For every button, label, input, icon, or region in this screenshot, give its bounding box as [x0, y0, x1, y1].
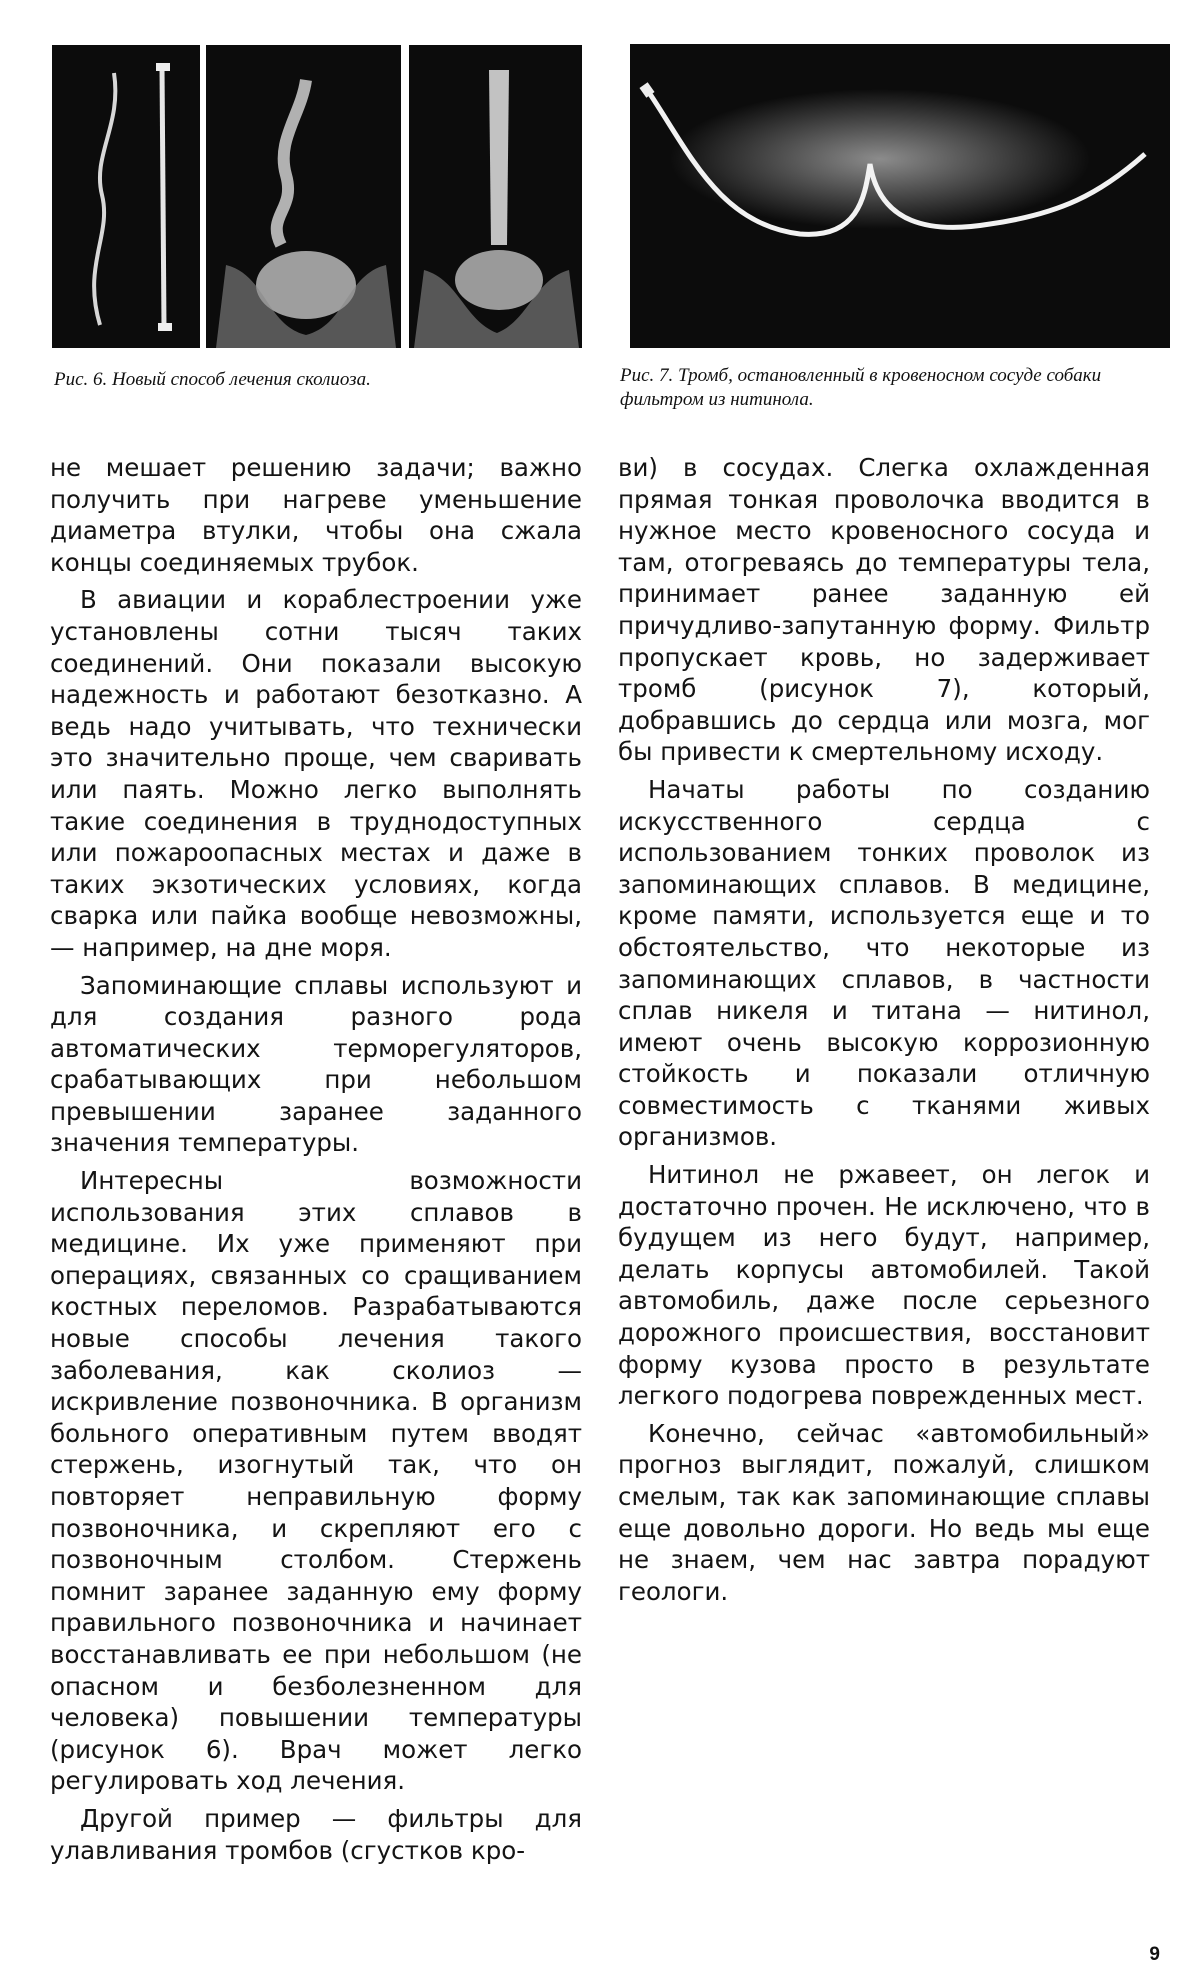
paragraph: Запоминающие сплавы используют и для создания разного рода автоматических терморегуляторов, срабатывающих при небольшом превышении заранее заданного значения температуры. [50, 970, 582, 1158]
thrombus-filter-drawing [630, 44, 1170, 348]
figure-6-caption: Рис. 6. Новый способ лечения сколиоза. [54, 369, 371, 390]
paragraph: Нитинол не ржавеет, он легок и достаточно прочен. Не исключено, что в будущем из него будут, например, делать корпусы автомобилей. Такой автомобиль, даже после серьезного дорожного происшествия, восстановит форму кузова просто в результате легкого подогрева поврежденных мест. [618, 1160, 1150, 1411]
paragraph: не мешает решению задачи; важно получить при нагреве уменьшение диаметра втулки, чтобы она сжала концы соединяемых трубок. [50, 453, 582, 577]
paragraph: Конечно, сейчас «автомобильный» прогноз выглядит, пожалуй, слишком смелым, так как запоминающие сплавы еще довольно дороги. Но ведь мы еще не знаем, чем нас завтра порадуют геологи. [618, 1418, 1150, 1606]
rod-drawing [52, 45, 200, 348]
paragraph: ви) в сосудах. Слегка охлажденная прямая тонкая проволочка вводится в нужное место кровеносного сосуда и там, отогреваясь до температуры тела, принимает ранее заданную ей причудливо-запутанную форму. Фильтр пропускает кровь, но задерживает тромб (рисунок 7), который, добравшись до сердца или мозга, мог бы привести к смертельному исходу. [618, 453, 1150, 767]
paragraph: Интересны возможности использования этих сплавов в медицине. Их уже применяют при операциях, связанных со сращиванием костных переломов. Разрабатываются новые способы лечения такого заболевания, как сколиоз — искривление позвоночника. В организм больного оперативным путем вводят стержень, изогнутый так, что он повторяет неправильную форму позвоночника, и скрепляют его с позвоночным столбом. Стержень помнит заранее заданную ему форму правильного позвоночника и начинает восстанавливать ее при небольшом (не опасном и безболезненном для человека) повышении температуры (рисунок 6). Врач может легко регулировать ход лечения. [50, 1166, 582, 1796]
paragraph: Другой пример — фильтры для улавливания тромбов (сгустков кро- [50, 1803, 582, 1865]
corrected-spine-drawing [409, 45, 582, 348]
paragraph: Начаты работы по созданию искусственного сердца с использованием тонких проволок из запоминающих сплавов. В медицине, кроме памяти, используется еще и то обстоятельство, что некоторые из запоминающих сплавов, в частности сплав никеля и титана — нитинол, имеют очень высокую коррозионную стойкость и показали отличную совместимость с тканями живых организмов. [618, 774, 1150, 1152]
curved-spine-drawing [206, 45, 401, 348]
corrected-spine-xray [409, 45, 582, 348]
right-column [618, 452, 1150, 1613]
figure-7-caption: Рис. 7. Тромб, остановленный в кровеносном сосуде собаки фильтром из нитинола. [620, 365, 1102, 410]
thrombus-filter-photo [630, 44, 1170, 348]
paragraph: В авиации и кораблестроении уже установлены сотни тысяч таких соединений. Они показали высокую надежность и работают безотказно. А ведь надо учитывать, что технически это значительно проще, чем сваривать или паять. Можно легко выполнять такие соединения в труднодоступных или пожароопасных местах и даже в таких экзотических условиях, когда сварка или пайка вообще невозможны, — например, на дне моря. [50, 585, 582, 962]
left-column [50, 452, 582, 1872]
curved-spine-xray [206, 45, 401, 348]
page-number: 9 [1149, 1944, 1160, 1965]
rod-photo [52, 45, 200, 348]
